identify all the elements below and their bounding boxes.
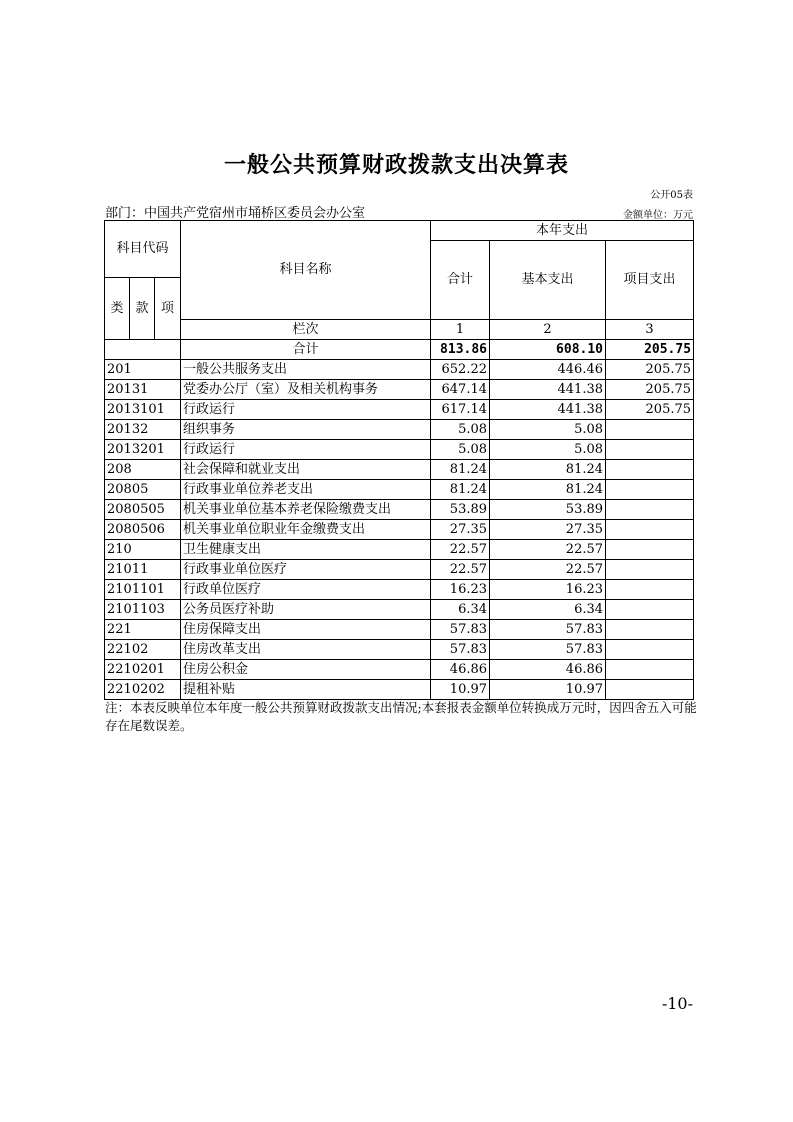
- amount-total: 46.86: [431, 660, 490, 680]
- subject-code: 20131: [105, 380, 181, 400]
- amount-basic: 57.83: [490, 620, 606, 640]
- form-code: 公开05表: [650, 190, 693, 201]
- amount-total: 10.97: [431, 680, 490, 700]
- subject-code: 2210201: [105, 660, 181, 680]
- subject-code: 2013201: [105, 440, 181, 460]
- amount-total: 5.08: [431, 420, 490, 440]
- table-row: [105, 560, 694, 580]
- column-number-3: 3: [606, 320, 694, 340]
- subject-code: 2101103: [105, 600, 181, 620]
- table-row: [105, 620, 694, 640]
- total-basic: 608.10: [490, 340, 606, 360]
- subject-name: 机关事业单位职业年金缴费支出: [181, 520, 431, 540]
- subject-code: 20132: [105, 420, 181, 440]
- amount-basic: 446.46: [490, 360, 606, 380]
- amount-total: 81.24: [431, 460, 490, 480]
- subject-name: 行政运行: [181, 400, 431, 420]
- table-row: [105, 660, 694, 680]
- amount-project: [606, 580, 694, 600]
- subject-name: 住房公积金: [181, 660, 431, 680]
- table-row: [105, 520, 694, 540]
- subject-name: 提租补贴: [181, 680, 431, 700]
- subject-code: 22102: [105, 640, 181, 660]
- amount-total: 81.24: [431, 480, 490, 500]
- amount-basic: 10.97: [490, 680, 606, 700]
- subject-name: 行政单位医疗: [181, 580, 431, 600]
- table-row: [105, 420, 694, 440]
- subject-name: 组织事务: [181, 420, 431, 440]
- table-row: [105, 460, 694, 480]
- department-label: 部门：中国共产党宿州市埇桥区委员会办公室: [105, 206, 366, 221]
- header-kuan: 款: [130, 278, 155, 340]
- amount-basic: 46.86: [490, 660, 606, 680]
- amount-basic: 6.34: [490, 600, 606, 620]
- amount-basic: 441.38: [490, 400, 606, 420]
- column-number-2: 2: [490, 320, 606, 340]
- table-row: [105, 500, 694, 520]
- subject-code: 210: [105, 540, 181, 560]
- subject-code: 2013101: [105, 400, 181, 420]
- amount-project: 205.75: [606, 360, 694, 380]
- amount-total: 53.89: [431, 500, 490, 520]
- amount-project: 205.75: [606, 380, 694, 400]
- amount-total: 22.57: [431, 560, 490, 580]
- amount-total: 652.22: [431, 360, 490, 380]
- amount-project: 205.75: [606, 400, 694, 420]
- amount-project: [606, 540, 694, 560]
- amount-basic: 81.24: [490, 480, 606, 500]
- subject-name: 住房保障支出: [181, 620, 431, 640]
- amount-project: [606, 600, 694, 620]
- table-row: [105, 680, 694, 700]
- page-number: -10-: [661, 994, 693, 1013]
- column-number-row: [105, 320, 694, 340]
- amount-basic: 22.57: [490, 560, 606, 580]
- amount-total: 16.23: [431, 580, 490, 600]
- table-row: [105, 400, 694, 420]
- amount-basic: 5.08: [490, 440, 606, 460]
- subject-code: 2101101: [105, 580, 181, 600]
- amount-project: [606, 480, 694, 500]
- total-amount: 813.86: [431, 340, 490, 360]
- table-row: [105, 440, 694, 460]
- subject-code: 201: [105, 360, 181, 380]
- amount-project: [606, 500, 694, 520]
- page-title: 一般公共预算财政拨款支出决算表: [223, 153, 569, 178]
- subject-code: 208: [105, 460, 181, 480]
- amount-project: [606, 640, 694, 660]
- amount-unit: 金额单位：万元: [623, 210, 693, 221]
- amount-basic: 81.24: [490, 460, 606, 480]
- header-subject-code: 科目代码: [105, 221, 181, 278]
- header-total: 合计: [431, 241, 490, 320]
- header-subject-name: 科目名称: [181, 221, 431, 320]
- amount-total: 5.08: [431, 440, 490, 460]
- amount-total: 22.57: [431, 540, 490, 560]
- table-row: [105, 540, 694, 560]
- total-project: 205.75: [606, 340, 694, 360]
- amount-project: [606, 460, 694, 480]
- subject-name: 行政运行: [181, 440, 431, 460]
- amount-total: 6.34: [431, 600, 490, 620]
- subject-name: 机关事业单位基本养老保险缴费支出: [181, 500, 431, 520]
- table-row: [105, 640, 694, 660]
- subject-name: 住房改革支出: [181, 640, 431, 660]
- subject-name: 党委办公厅（室）及相关机构事务: [181, 380, 431, 400]
- header-lei: 类: [105, 278, 130, 340]
- amount-basic: 53.89: [490, 500, 606, 520]
- amount-project: [606, 420, 694, 440]
- subject-name: 公务员医疗补助: [181, 600, 431, 620]
- amount-basic: 441.38: [490, 380, 606, 400]
- amount-basic: 5.08: [490, 420, 606, 440]
- subject-name: 卫生健康支出: [181, 540, 431, 560]
- subject-name: 社会保障和就业支出: [181, 460, 431, 480]
- header-basic: 基本支出: [490, 241, 606, 320]
- total-label: 合计: [181, 340, 431, 360]
- column-number-1: 1: [431, 320, 490, 340]
- amount-total: 617.14: [431, 400, 490, 420]
- amount-basic: 27.35: [490, 520, 606, 540]
- header-row: [105, 221, 694, 241]
- amount-project: [606, 440, 694, 460]
- table-row: [105, 380, 694, 400]
- table-row: [105, 580, 694, 600]
- table-row: [105, 600, 694, 620]
- amount-project: [606, 560, 694, 580]
- amount-total: 647.14: [431, 380, 490, 400]
- amount-total: 57.83: [431, 640, 490, 660]
- amount-total: 27.35: [431, 520, 490, 540]
- table-row: [105, 480, 694, 500]
- amount-total: 57.83: [431, 620, 490, 640]
- subject-code: 2080506: [105, 520, 181, 540]
- table-note: 注：本表反映单位本年度一般公共预算财政拨款支出情况;本套报表金额单位转换成万元时，因四舍五入可能存在尾数误差。: [105, 700, 697, 733]
- header-project: 项目支出: [606, 241, 694, 320]
- subject-name: 一般公共服务支出: [181, 360, 431, 380]
- amount-project: [606, 680, 694, 700]
- header-current-year: 本年支出: [431, 221, 694, 241]
- subject-code: 221: [105, 620, 181, 640]
- header-xiang: 项: [155, 278, 181, 340]
- amount-basic: 16.23: [490, 580, 606, 600]
- table-row: [105, 360, 694, 380]
- subject-code: 2080505: [105, 500, 181, 520]
- amount-project: [606, 620, 694, 640]
- subject-name: 行政事业单位养老支出: [181, 480, 431, 500]
- subject-code: 2210202: [105, 680, 181, 700]
- subject-name: 行政事业单位医疗: [181, 560, 431, 580]
- amount-project: [606, 660, 694, 680]
- subject-code: 21011: [105, 560, 181, 580]
- total-row: [105, 340, 694, 360]
- column-label: 栏次: [181, 320, 431, 340]
- amount-project: [606, 520, 694, 540]
- amount-basic: 57.83: [490, 640, 606, 660]
- subject-code: 20805: [105, 480, 181, 500]
- expenditure-table: [104, 220, 694, 700]
- amount-basic: 22.57: [490, 540, 606, 560]
